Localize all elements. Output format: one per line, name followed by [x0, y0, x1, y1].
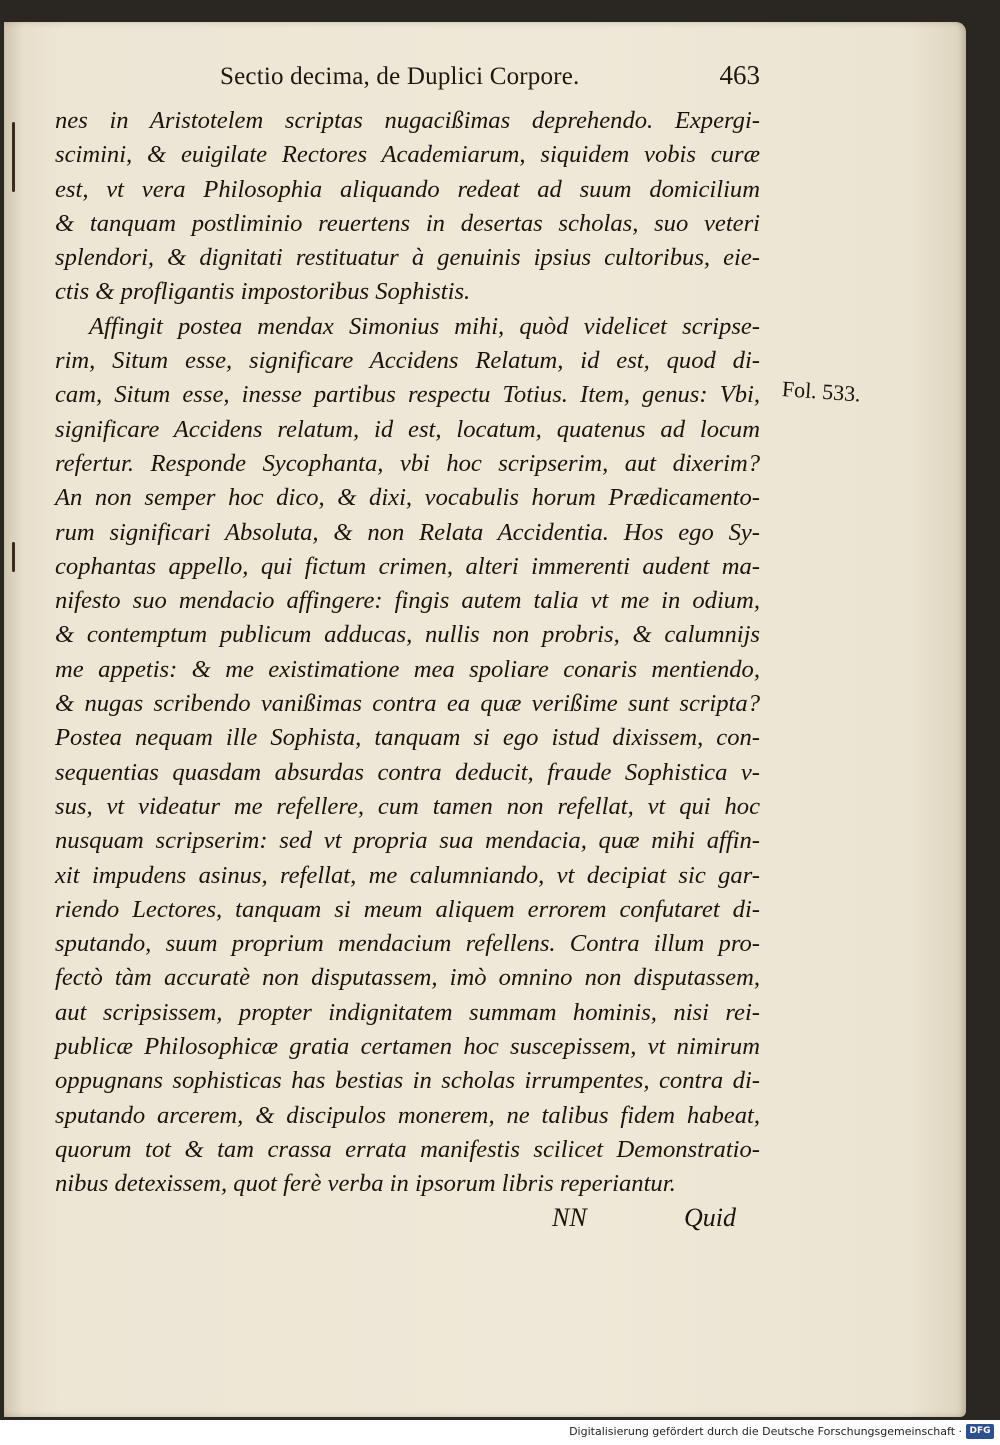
text-line: & nugas scribendo vanißimas contra ea quæ verißime sunt scripta? — [55, 690, 760, 718]
text-line: oppugnans sophisticas has bestias in scholas irrumpentes, contra di- — [55, 1067, 760, 1095]
text-line: aut scripsissem, propter indignitatem summam hominis, nisi rei- — [55, 998, 760, 1026]
page-header — [220, 60, 760, 91]
text-line: Postea nequam ille Sophista, tanquam si ego istud dixissem, con- — [55, 724, 760, 752]
text-line: significare Accidens relatum, id est, locatum, quatenus ad locum — [55, 415, 760, 443]
text-line: cophantas appello, qui fictum crimen, alteri immerenti audent ma- — [55, 552, 760, 580]
text-line: nes in Aristotelem scriptas nugacißimas deprehendo. Expergi- — [55, 107, 760, 134]
text-line: nifesto suo mendacio affingere: fingis autem talia vt me in odium, — [55, 587, 760, 615]
text-line: fectò tàm accuratè non disputassem, imò omnino non disputassem, — [55, 964, 760, 992]
spine-shadow — [12, 122, 15, 192]
dfg-logo: DFG — [966, 1424, 994, 1439]
text-line: rum significari Absoluta, & non Relata Accidentia. Hos ego Sy- — [55, 518, 760, 546]
text-line: refertur. Responde Sycophanta, vbi hoc scripserim, aut dixerim? — [55, 449, 760, 477]
text-line: sputando, suum proprium mendacium refellens. Contra illum pro- — [55, 930, 760, 958]
footer-bar — [0, 1420, 1000, 1445]
spine-shadow — [12, 542, 15, 572]
text-line: quorum tot & tam crassa errata manifestis scilicet Demonstratio- — [55, 1135, 760, 1163]
text-line: nibus detexissem, quot ferè verba in ipsorum libris reperiantur. — [55, 1170, 676, 1198]
page-number: 463 — [719, 60, 760, 90]
text-line: sequentias quasdam absurdas contra deducit, fraude Sophistica v- — [55, 758, 760, 786]
running-head: Sectio decima, de Duplici Corpore. — [220, 63, 580, 90]
text-line: riendo Lectores, tanquam si meum aliquem errorem confutaret di- — [55, 895, 760, 923]
text-line: splendori, & dignitati restituatur à genuinis ipsius cultoribus, eie- — [55, 244, 760, 272]
text-line: publicæ Philosophicæ gratia certamen hoc suscepissem, vt nimirum — [55, 1033, 760, 1061]
text-line: nusquam scripserim: sed vt propria sua mendacia, quæ mihi affin- — [55, 827, 760, 855]
text-line: est, vt vera Philosophia aliquando redeat ad suum domicilium — [55, 175, 760, 203]
funding-note: Digitalisierung gefördert durch die Deutsche Forschungsgemeinschaft · — [569, 1425, 962, 1438]
text-line: & contemptum publicum adducas, nullis non probris, & calumnijs — [55, 621, 760, 649]
text-line: scimini, & euigilate Rectores Academiarum, siquidem vobis curæ — [55, 141, 760, 169]
text-line: rim, Situm esse, significare Accidens Relatum, id est, quod di- — [55, 347, 760, 375]
text-line: Affingit postea mendax Simonius mihi, quòd videlicet scripse- — [89, 312, 760, 340]
text-line: sus, vt videatur me refellere, cum tamen non refellat, vt qui hoc — [55, 792, 760, 820]
text-line: me appetis: & me existimatione mea spoliare conaris mentiendo, — [55, 655, 760, 683]
text-line: An non semper hoc dico, & dixi, vocabulis horum Prædicamento- — [55, 484, 760, 512]
body-text — [55, 104, 760, 1202]
signature-mark: NN — [552, 1203, 587, 1232]
catchword: Quid — [684, 1203, 736, 1232]
text-line: cam, Situm esse, inesse partibus respectu Totius. Item, genus: Vbi, — [55, 381, 760, 409]
text-line: ctis & profligantis impostoribus Sophistis. — [55, 278, 471, 306]
text-line: sputando arcerem, & discipulos monerem, ne talibus fidem habeat, — [55, 1101, 760, 1129]
margin-note: Fol. 533. — [781, 376, 862, 407]
text-line: & tanquam postliminio reuertens in desertas scholas, suo veteri — [55, 209, 760, 237]
text-line: xit impudens asinus, refellat, me calumniando, vt decipiat sic gar- — [55, 861, 760, 889]
